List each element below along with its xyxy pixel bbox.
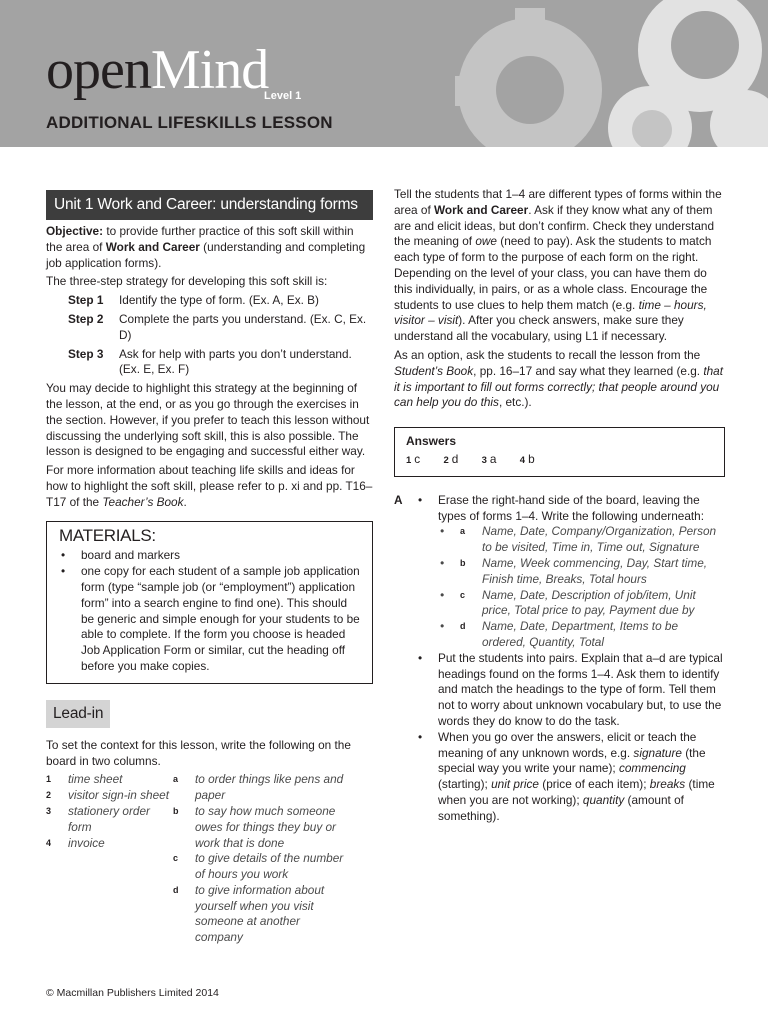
item-letter: • a <box>460 526 466 537</box>
answer-item <box>482 452 507 466</box>
paragraph-matching <box>394 187 724 345</box>
item-text: to order things like pens and paper <box>195 772 344 803</box>
italic-text: quantity <box>582 792 625 807</box>
item-letter: • c <box>460 589 466 600</box>
steps-list <box>68 293 373 378</box>
answer-value: b <box>528 451 535 466</box>
logo-mind: Mind <box>150 39 269 101</box>
section-a <box>394 493 724 825</box>
more-info-end: . <box>183 494 187 509</box>
text: , etc.). <box>498 395 532 410</box>
italic-text: signature <box>633 745 682 760</box>
materials-title: MATERIALS: <box>59 525 156 545</box>
answers-list <box>406 452 713 469</box>
item-number: 3 <box>46 805 52 816</box>
text: (price of each item); <box>538 777 650 792</box>
item-letter: a <box>173 774 179 785</box>
item-text: to give details of the number of hours you work <box>195 851 344 882</box>
headings-list <box>438 524 724 650</box>
leadin-title: Lead-in <box>46 700 110 728</box>
answer-value: a <box>489 451 497 466</box>
paragraph-strategy: You may decide to highlight this strategy at the beginning of the lesson, at the end, or as you go through the exercises in the section. However, if you prefer to teach this lesson without discussing the underlying soft skill, this is also possible. The lesson is designed to be engaging and successful either way. <box>46 381 370 459</box>
list-item <box>438 588 724 620</box>
item-letter: • b <box>460 557 466 568</box>
lesson-subtitle: ADDITIONAL LIFESKILLS LESSON <box>46 113 333 132</box>
text: Tell the students that 1–4 are different types of forms within the area of <box>394 187 722 217</box>
item-letter: c <box>173 853 179 864</box>
list-item <box>46 772 173 788</box>
item-text: visitor sign-in sheet <box>68 788 169 803</box>
step-label: Step 3 <box>68 346 104 361</box>
italic-text: breaks <box>649 777 686 792</box>
answer-item <box>406 452 430 466</box>
text: (the special way you write your name); <box>438 745 706 776</box>
text: ). After you check answers, make sure they understand all the vocabulary, using L1 if necessary. <box>394 313 684 344</box>
step-label: Step 2 <box>68 311 104 326</box>
list-item: • board and markers <box>59 548 360 564</box>
answer-value: d <box>451 451 459 466</box>
item-letter: d <box>173 884 179 895</box>
item-text: to give information about yourself when you visit someone at another company <box>195 882 325 945</box>
left-column <box>46 190 373 946</box>
form-types-list <box>46 772 173 946</box>
italic-text: that it is important to fill out forms correctly; that people around you can help you do this <box>394 363 724 410</box>
list-item <box>173 883 351 946</box>
unit-title: Unit 1 Work and Career: understanding forms <box>46 190 373 220</box>
objective <box>46 224 373 271</box>
answers-box <box>394 427 725 477</box>
item-text: invoice <box>68 835 105 850</box>
step-3 <box>68 347 373 379</box>
right-column <box>394 187 724 824</box>
paragraph-option <box>394 348 724 411</box>
list-item <box>46 804 173 836</box>
step-1 <box>68 293 373 309</box>
list-item <box>173 772 351 804</box>
text: (time when you are not working); <box>438 777 715 807</box>
teachers-book-ref: Teacher’s Book <box>102 494 184 509</box>
item-text: Name, Date, Description of job/item, Unit price, Total price to pay, Payment due by <box>482 587 696 618</box>
list-item <box>173 851 351 883</box>
answer-number: 3 <box>481 454 487 466</box>
answer-number: 2 <box>443 454 449 466</box>
italic-text: unit price <box>491 777 539 792</box>
step-text: Identify the type of form. (Ex. A, Ex. B) <box>119 293 319 308</box>
item-text: stationery order form <box>68 803 150 834</box>
item-letter: • d <box>460 621 466 632</box>
answer-value: c <box>414 451 421 466</box>
objective-bold: Work and Career <box>105 239 200 254</box>
logo-open: open <box>46 39 151 101</box>
list-item <box>173 804 351 851</box>
item-text: Name, Date, Company/Organization, Person to be visited, Time in, Time out, Signature <box>482 524 717 555</box>
step-text: Ask for help with parts you don’t understand. (Ex. E, Ex. F) <box>119 346 352 377</box>
italic-text: commencing <box>618 761 686 776</box>
list-item <box>416 730 724 825</box>
item-text: time sheet <box>68 772 123 787</box>
objective-text-1: to provide further practice of this soft skill within the area of <box>46 224 354 254</box>
more-info-text: For more information about teaching life skills and ideas for how to highlight the soft skill, please refer to p. xi and pp. T16–T17 of the <box>46 463 373 509</box>
item-text: Erase the right-hand side of the board, leaving the types of forms 1–4. Write the following underneath: <box>438 492 705 523</box>
objective-label: Objective: <box>46 224 104 238</box>
text: . Ask if they know what any of them are and elicit ideas, but don’t confirm. Check they understand the meaning of <box>394 202 715 249</box>
item-text: Name, Week commencing, Day, Start time, Finish time, Breaks, Total hours <box>482 555 708 586</box>
section-a-list <box>416 493 724 825</box>
paragraph-more-info <box>46 463 373 510</box>
text: (need to pay). Ask the students to match each type of form to the purpose of each form on the right. Depending on the level of your class, you can have them do this individually, in pairs, or as a whole class. Encourage the students to use clues to help them match (e.g. <box>394 234 712 312</box>
italic-text: time – hours, visitor – visit <box>394 297 707 328</box>
list-item <box>438 619 724 651</box>
list-item <box>438 556 724 588</box>
bold-text: Work and Career <box>434 202 529 217</box>
step-2 <box>68 312 373 344</box>
item-number: 4 <box>46 837 52 848</box>
materials-list <box>59 548 360 674</box>
leadin-intro: To set the context for this lesson, write the following on the board in two columns. <box>46 737 351 768</box>
text: (starting); <box>438 777 492 792</box>
list-item <box>46 836 173 852</box>
italic-text: Student’s Book <box>394 363 474 378</box>
leadin-columns <box>46 772 373 946</box>
item-text: Name, Date, Department, Items to be ordered, Quantity, Total <box>482 619 679 649</box>
answer-item <box>443 452 468 466</box>
level-label: Level 1 <box>264 90 302 102</box>
step-label: Step 1 <box>68 293 104 308</box>
answers-title: Answers <box>406 434 457 449</box>
answer-number: 4 <box>519 454 526 466</box>
text: When you go over the answers, elicit or teach the meaning of any unknown words, e.g. <box>438 729 697 760</box>
item-number: 2 <box>46 790 52 801</box>
text: , pp. 16–17 and say what they learned (e.g. <box>473 363 704 378</box>
list-item <box>438 524 724 556</box>
header-banner <box>0 0 768 147</box>
answer-number: 1 <box>406 454 412 466</box>
materials-box <box>46 521 373 684</box>
list-item: • one copy for each student of a sample job application form (type “sample job (or “employment”) application form” into a search engine to find one). This should be generic and simple enough for your students to be able to complete. If the form you choose is headed Job Application Form or similar, cut the heading off before you make copies. <box>59 564 360 675</box>
answer-item <box>520 452 545 466</box>
list-item <box>46 788 173 804</box>
list-item: • Put the students into pairs. Explain that a–d are typical headings found on the forms 1–4. Ask them to identify and match the headings to the type of form. Tell them not to worry about unknown vocabulary but, to use the words they do know to do the task. <box>416 651 724 730</box>
text: (amount of something). <box>438 792 684 823</box>
logo <box>46 38 268 102</box>
form-purposes-list <box>173 772 351 946</box>
item-text: to say how much someone owes for things they buy or work that is done <box>195 803 336 850</box>
text: As an option, ask the students to recall the lesson from the <box>394 347 701 362</box>
item-number: 1 <box>46 774 52 785</box>
section-label: A <box>394 492 403 507</box>
list-item <box>416 493 724 651</box>
strategy-intro: The three-step strategy for developing this soft skill is: <box>46 274 328 289</box>
step-text: Complete the parts you understand. (Ex. C, Ex. D) <box>119 311 367 342</box>
italic-text: owe <box>475 234 497 249</box>
item-letter: b <box>173 805 179 816</box>
copyright-footer: © Macmillan Publishers Limited 2014 <box>46 987 219 999</box>
objective-text-2: (understanding and completing job application forms). <box>46 239 366 270</box>
